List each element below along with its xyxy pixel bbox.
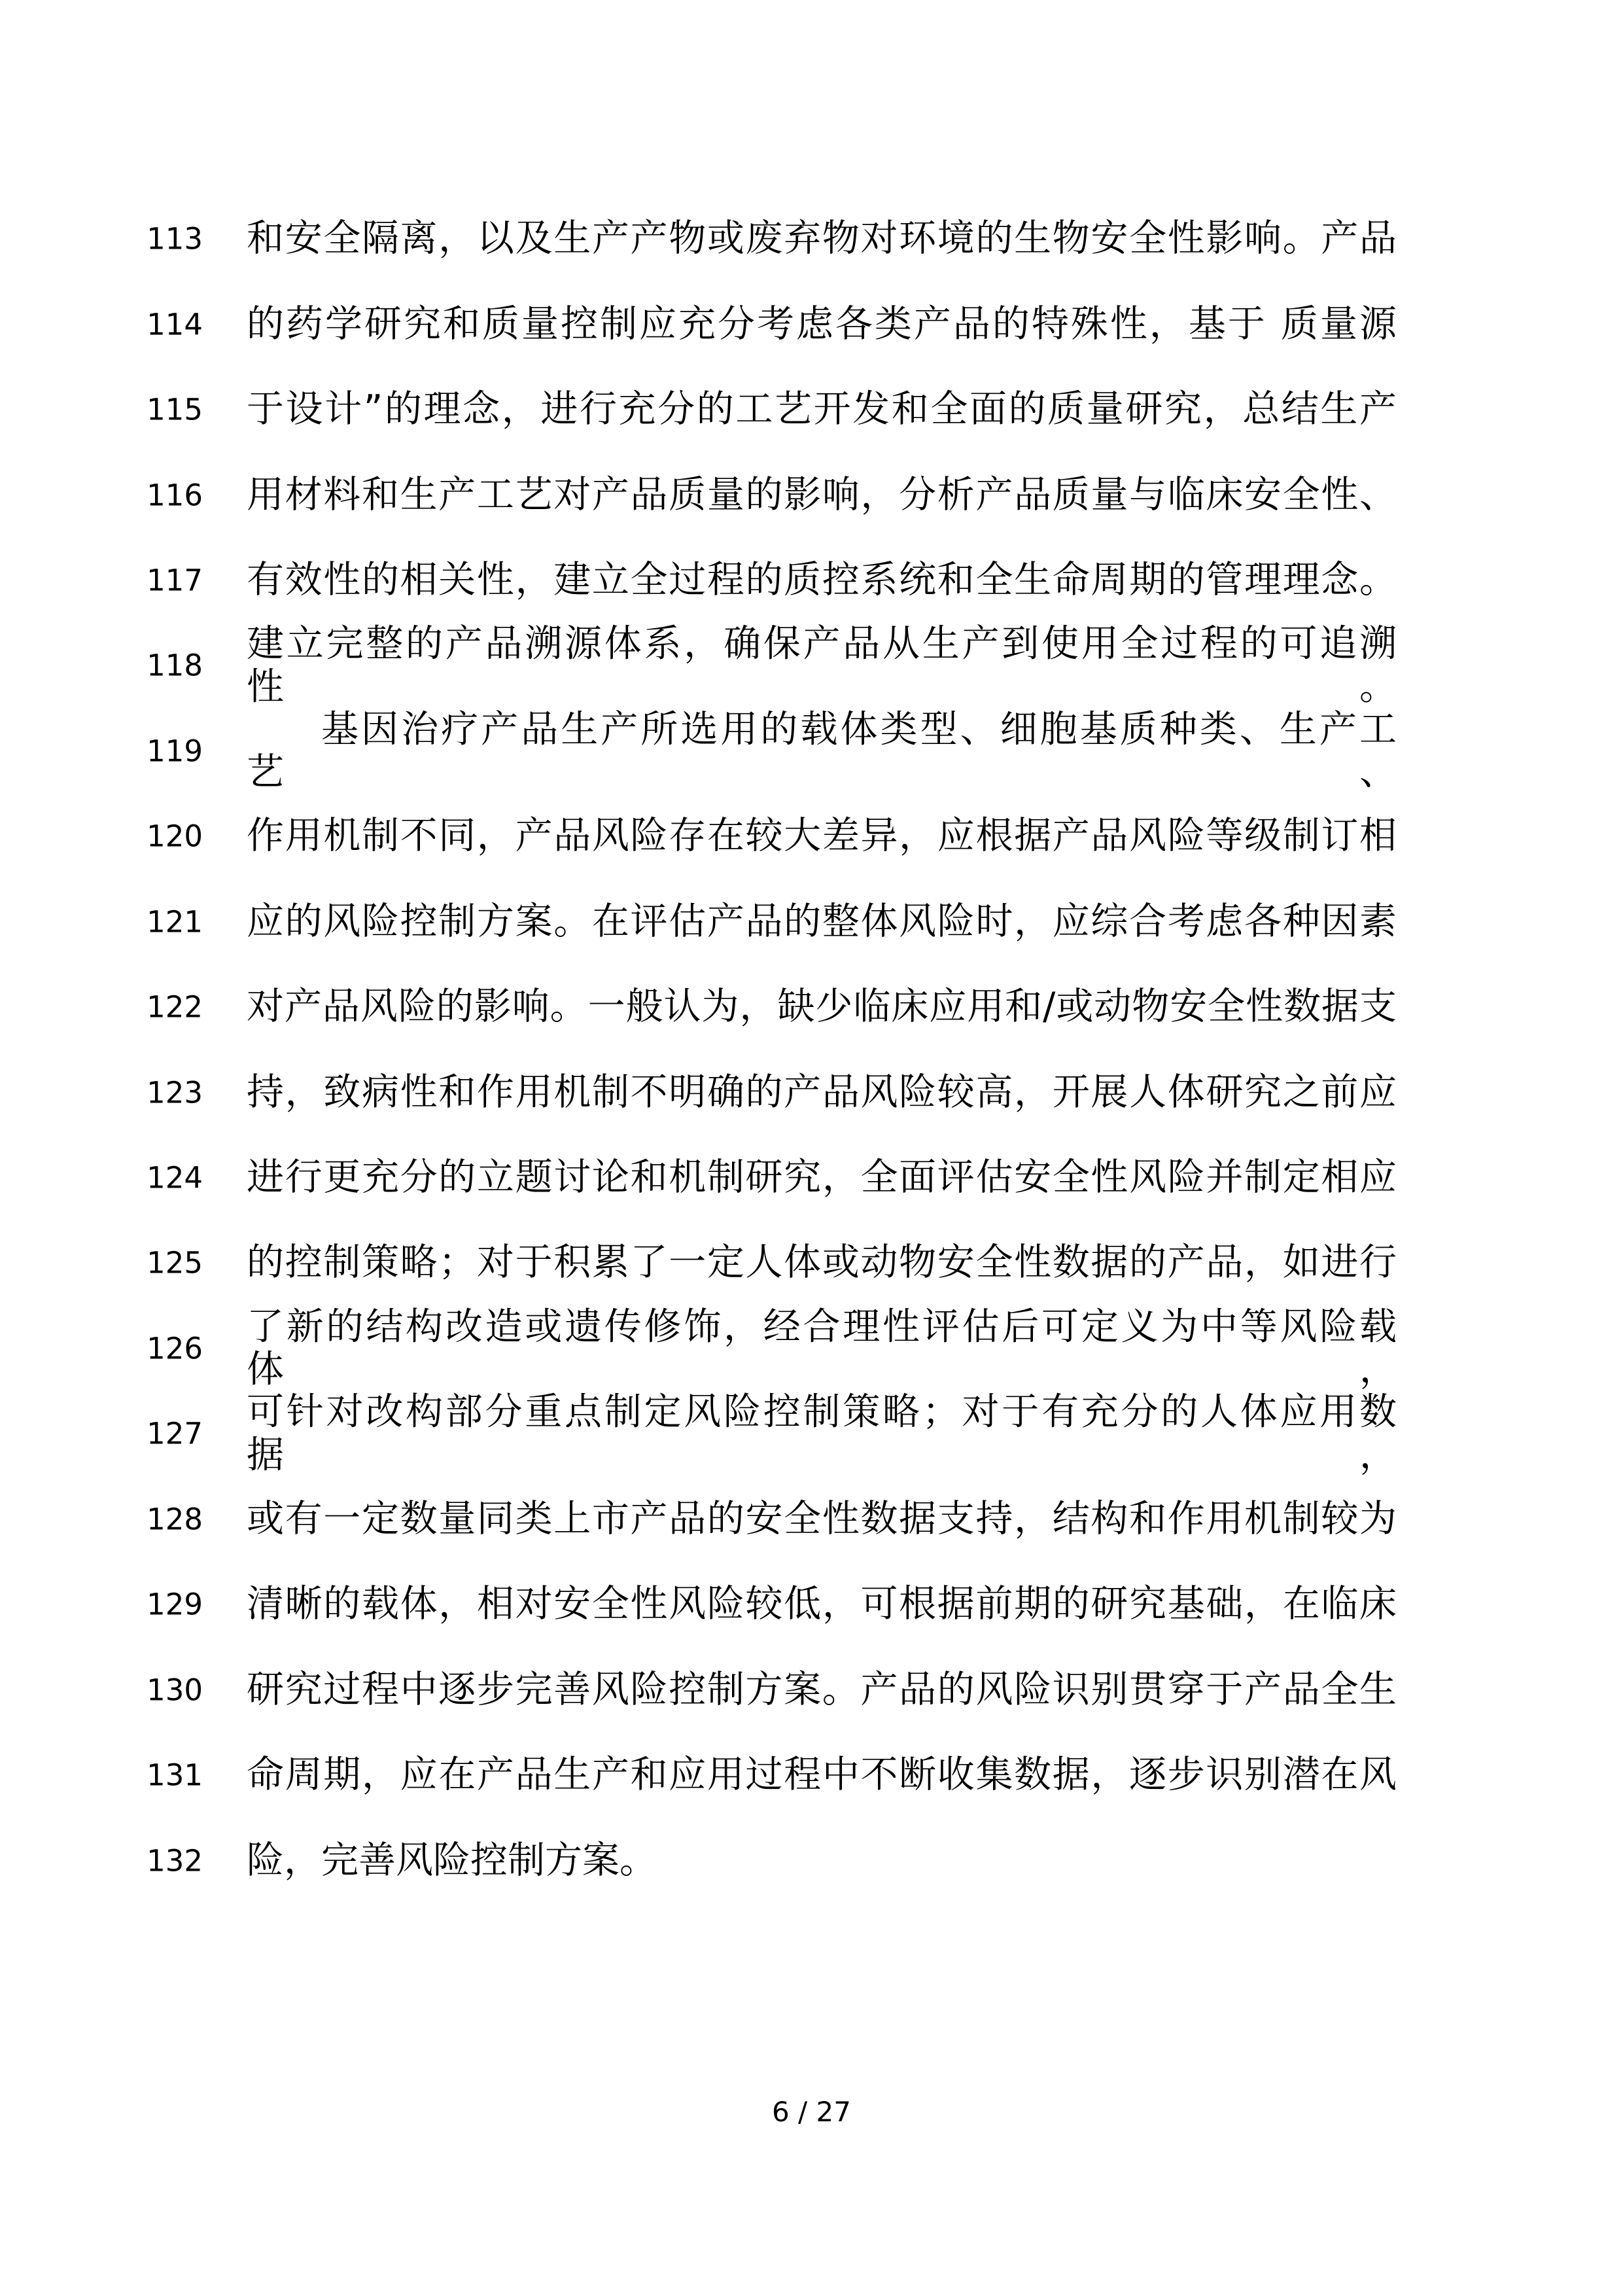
line-number: 130 [147, 1672, 203, 1708]
text-line [0, 1050, 1623, 1135]
line-number: 125 [147, 1245, 203, 1280]
line-number: 113 [147, 221, 203, 256]
line-number: 129 [147, 1587, 203, 1622]
line-text: 了新的结构改造或遗传修饰，经合理性评估后可定义为中等风险载体， [247, 1305, 1397, 1391]
line-number: 114 [147, 307, 203, 342]
text-line [0, 281, 1623, 366]
text-line [0, 1306, 1623, 1391]
line-text: 的药学研究和质量控制应充分考虑各类产品的特殊性，基于 质量源 [247, 302, 1397, 345]
text-line [0, 538, 1623, 623]
text-line [0, 1391, 1623, 1476]
text-line [0, 1818, 1623, 1903]
line-number: 126 [147, 1331, 203, 1366]
text-line [0, 367, 1623, 452]
line-number: 118 [147, 648, 203, 683]
text-line [0, 709, 1623, 794]
line-number: 131 [147, 1757, 203, 1793]
line-text: 的控制策略；对于积累了一定人体或动物安全性数据的产品，如进行 [247, 1241, 1397, 1284]
text-line [0, 1562, 1623, 1647]
line-number: 120 [147, 819, 203, 854]
text-line [0, 623, 1623, 708]
line-text: 研究过程中逐步完善风险控制方案。产品的风险识别贯穿于产品全生 [247, 1667, 1397, 1711]
text-line [0, 1135, 1623, 1220]
line-text: 作用机制不同，产品风险存在较大差异，应根据产品风险等级制订相 [247, 814, 1397, 858]
line-number: 124 [147, 1160, 203, 1195]
line-text: 进行更充分的立题讨论和机制研究，全面评估安全性风险并制定相应 [247, 1156, 1397, 1199]
line-text: 对产品风险的影响。一般认为，缺少临床应用和/或动物安全性数据支 [247, 985, 1397, 1029]
line-text: 基因治疗产品生产所选用的载体类型、细胞基质种类、生产工艺、 [247, 707, 1397, 794]
line-text: 用材料和生产工艺对产品质量的影响，分析产品质量与临床安全性、 [247, 472, 1397, 516]
page-footer [0, 2096, 1623, 2128]
line-text: 险，完善风险控制方案。 [247, 1838, 657, 1882]
text-line [0, 1220, 1623, 1305]
line-number: 115 [147, 392, 203, 427]
text-line [0, 452, 1623, 537]
line-text: 持，致病性和作用机制不明确的产品风险较高，开展人体研究之前应 [247, 1070, 1397, 1114]
line-number: 119 [147, 733, 203, 769]
text-line [0, 196, 1623, 281]
text-line [0, 1477, 1623, 1562]
line-number: 122 [147, 989, 203, 1025]
line-number: 127 [147, 1416, 203, 1451]
line-text: 清晰的载体，相对安全性风险较低，可根据前期的研究基础，在临床 [247, 1582, 1397, 1626]
line-text: 或有一定数量同类上市产品的安全性数据支持，结构和作用机制较为 [247, 1497, 1397, 1541]
line-number: 117 [147, 563, 203, 598]
line-text: 可针对改构部分重点制定风险控制策略；对于有充分的人体应用数据， [247, 1390, 1397, 1477]
line-text: 建立完整的产品溯源体系，确保产品从生产到使用全过程的可追溯性。 [247, 622, 1397, 709]
page-number: 6 / 27 [771, 2096, 852, 2128]
line-number: 123 [147, 1075, 203, 1110]
line-text: 于设计”的理念，进行充分的工艺开发和全面的质量研究，总结生产 [247, 387, 1397, 431]
line-number: 128 [147, 1502, 203, 1537]
line-number: 132 [147, 1843, 203, 1879]
line-text: 命周期，应在产品生产和应用过程中不断收集数据，逐步识别潜在风 [247, 1753, 1397, 1797]
document-body [0, 196, 1623, 1903]
line-number: 121 [147, 904, 203, 940]
line-number: 116 [147, 478, 203, 513]
text-line [0, 1733, 1623, 1818]
line-text: 应的风险控制方案。在评估产品的整体风险时，应综合考虑各种因素 [247, 899, 1397, 943]
line-text: 有效性的相关性，建立全过程的质控系统和全生命周期的管理理念。 [247, 558, 1397, 602]
text-line [0, 879, 1623, 964]
text-line [0, 1647, 1623, 1732]
line-text: 和安全隔离，以及生产产物或废弃物对环境的生物安全性影响。产品 [247, 217, 1397, 260]
text-line [0, 964, 1623, 1050]
text-line [0, 794, 1623, 879]
